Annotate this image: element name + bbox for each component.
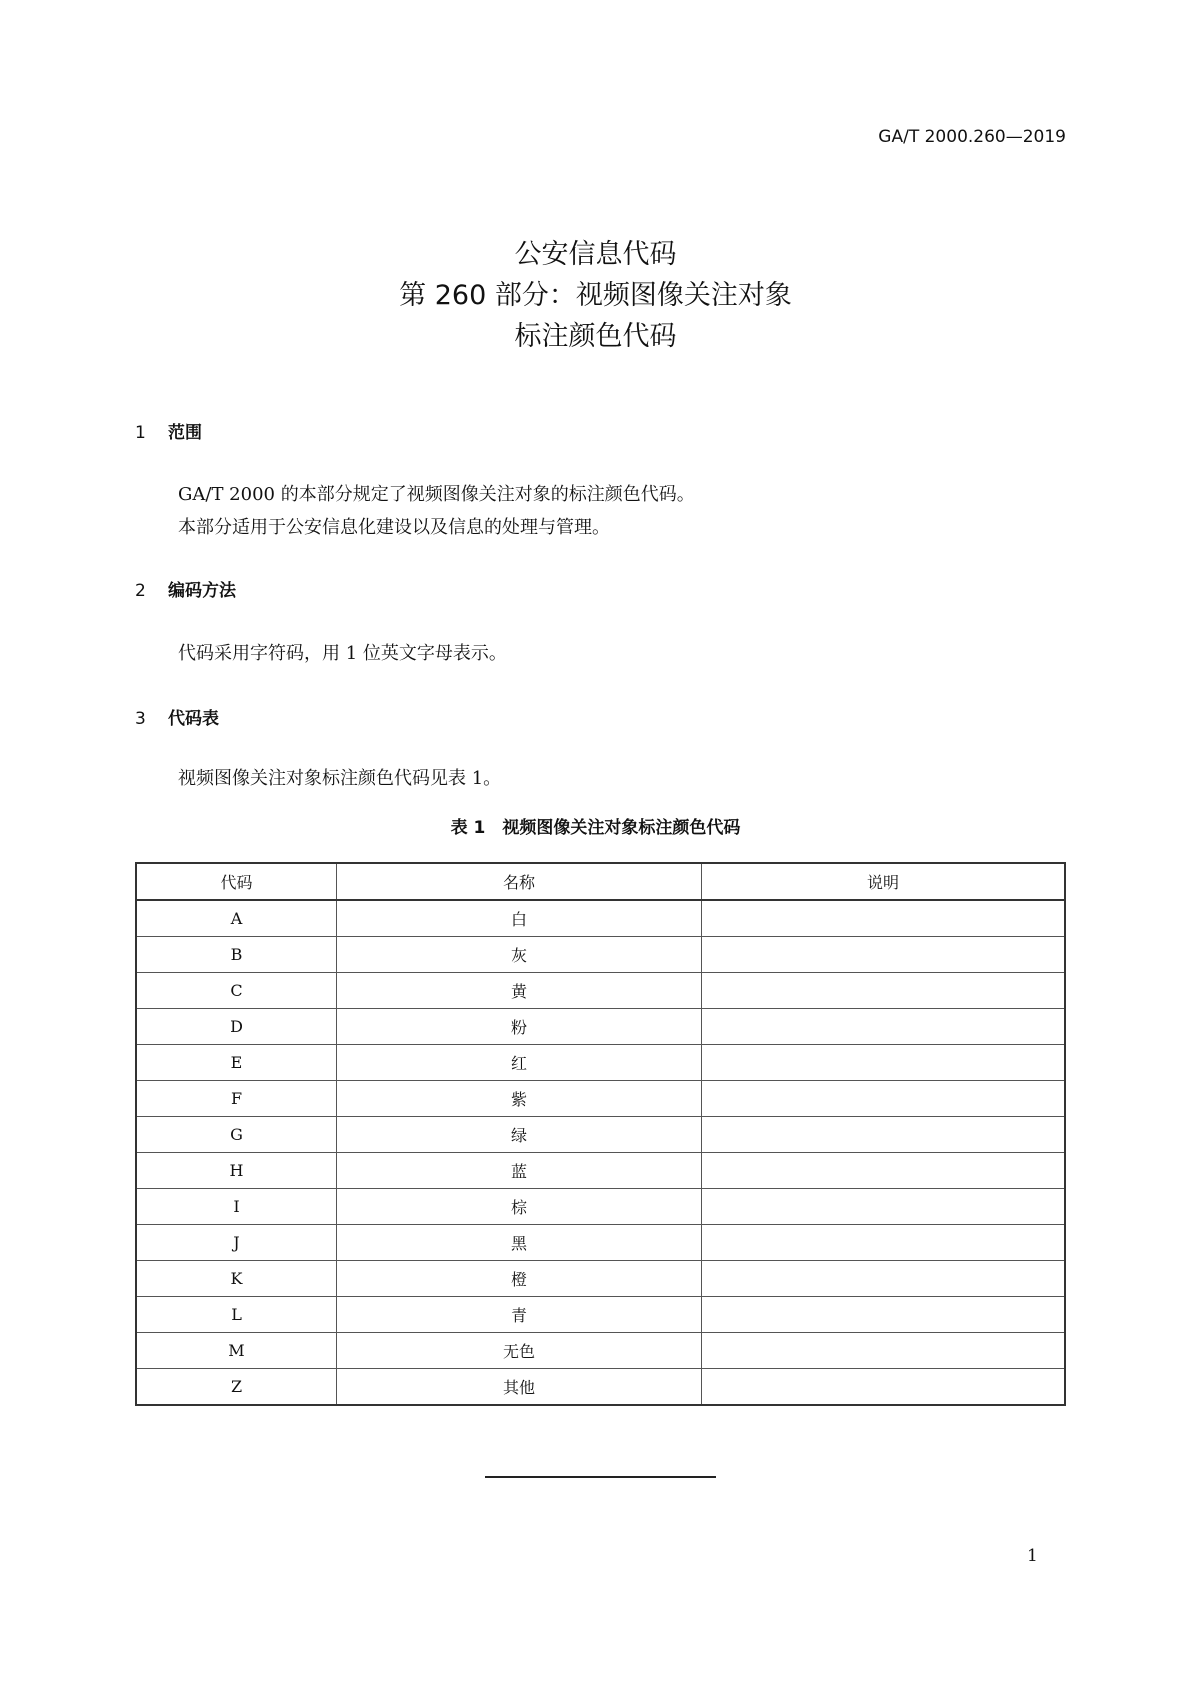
cell-description bbox=[702, 1009, 1066, 1045]
header-description: 说明 bbox=[702, 863, 1066, 900]
cell-code: D bbox=[136, 1009, 337, 1045]
paragraph: GA/T 2000 的本部分规定了视频图像关注对象的标注颜色代码。 bbox=[178, 484, 695, 505]
cell-code: B bbox=[136, 937, 337, 973]
cell-name: 无色 bbox=[337, 1333, 702, 1369]
cell-description bbox=[702, 1189, 1066, 1225]
cell-code: G bbox=[136, 1117, 337, 1153]
paragraph: 代码采用字符码，用 1 位英文字母表示。 bbox=[178, 643, 507, 664]
table-row bbox=[136, 1225, 1065, 1261]
cell-description bbox=[702, 1333, 1066, 1369]
cell-name: 灰 bbox=[337, 937, 702, 973]
table-row bbox=[136, 1297, 1065, 1333]
cell-code: I bbox=[136, 1189, 337, 1225]
section-heading-2 bbox=[135, 576, 236, 601]
table-row bbox=[136, 1081, 1065, 1117]
standard-number: GA/T 2000.260—2019 bbox=[878, 127, 1066, 147]
cell-description bbox=[702, 1117, 1066, 1153]
cell-description bbox=[702, 900, 1066, 937]
cell-code: M bbox=[136, 1333, 337, 1369]
section-title: 范围 bbox=[168, 423, 202, 443]
table-caption: 表 1 视频图像关注对象标注颜色代码 bbox=[450, 818, 741, 838]
table-row bbox=[136, 973, 1065, 1009]
cell-description bbox=[702, 1045, 1066, 1081]
end-rule bbox=[485, 1476, 716, 1478]
cell-name: 黑 bbox=[337, 1225, 702, 1261]
section-number: 1 bbox=[135, 423, 146, 443]
cell-code: H bbox=[136, 1153, 337, 1189]
section-number: 3 bbox=[135, 709, 146, 729]
color-code-table bbox=[135, 862, 1066, 1406]
header-name: 名称 bbox=[337, 863, 702, 900]
table-row bbox=[136, 1189, 1065, 1225]
table-header-row bbox=[136, 863, 1065, 900]
cell-name: 青 bbox=[337, 1297, 702, 1333]
table-row bbox=[136, 1009, 1065, 1045]
table-row bbox=[136, 1117, 1065, 1153]
paragraph: 本部分适用于公安信息化建设以及信息的处理与管理。 bbox=[178, 517, 610, 538]
table-row bbox=[136, 900, 1065, 937]
cell-code: Z bbox=[136, 1369, 337, 1406]
cell-name: 红 bbox=[337, 1045, 702, 1081]
table-row bbox=[136, 1333, 1065, 1369]
header-code: 代码 bbox=[136, 863, 337, 900]
table-row bbox=[136, 1261, 1065, 1297]
cell-description bbox=[702, 973, 1066, 1009]
cell-description bbox=[702, 1369, 1066, 1406]
title-line-1: 公安信息代码 bbox=[514, 239, 677, 270]
cell-code: E bbox=[136, 1045, 337, 1081]
cell-name: 白 bbox=[337, 900, 702, 937]
cell-name: 橙 bbox=[337, 1261, 702, 1297]
cell-name: 蓝 bbox=[337, 1153, 702, 1189]
cell-name: 黄 bbox=[337, 973, 702, 1009]
cell-description bbox=[702, 1225, 1066, 1261]
cell-code: F bbox=[136, 1081, 337, 1117]
section-title: 代码表 bbox=[168, 709, 219, 729]
cell-code: A bbox=[136, 900, 337, 937]
cell-name: 绿 bbox=[337, 1117, 702, 1153]
table-row bbox=[136, 1153, 1065, 1189]
section-title: 编码方法 bbox=[168, 581, 236, 601]
cell-name: 其他 bbox=[337, 1369, 702, 1406]
section-heading-1 bbox=[135, 418, 202, 443]
cell-code: J bbox=[136, 1225, 337, 1261]
table-row bbox=[136, 1045, 1065, 1081]
cell-description bbox=[702, 1153, 1066, 1189]
cell-code: K bbox=[136, 1261, 337, 1297]
table-row bbox=[136, 1369, 1065, 1406]
title-line-3: 标注颜色代码 bbox=[514, 321, 677, 352]
cell-description bbox=[702, 937, 1066, 973]
cell-description bbox=[702, 1261, 1066, 1297]
cell-name: 粉 bbox=[337, 1009, 702, 1045]
section-heading-3 bbox=[135, 704, 219, 729]
cell-description bbox=[702, 1081, 1066, 1117]
paragraph: 视频图像关注对象标注颜色代码见表 1。 bbox=[178, 768, 502, 789]
title-line-2: 第 260 部分：视频图像关注对象 bbox=[399, 280, 792, 311]
cell-code: C bbox=[136, 973, 337, 1009]
cell-name: 棕 bbox=[337, 1189, 702, 1225]
cell-code: L bbox=[136, 1297, 337, 1333]
table-row bbox=[136, 937, 1065, 973]
section-number: 2 bbox=[135, 581, 146, 601]
page-number: 1 bbox=[1027, 1546, 1038, 1566]
cell-name: 紫 bbox=[337, 1081, 702, 1117]
cell-description bbox=[702, 1297, 1066, 1333]
